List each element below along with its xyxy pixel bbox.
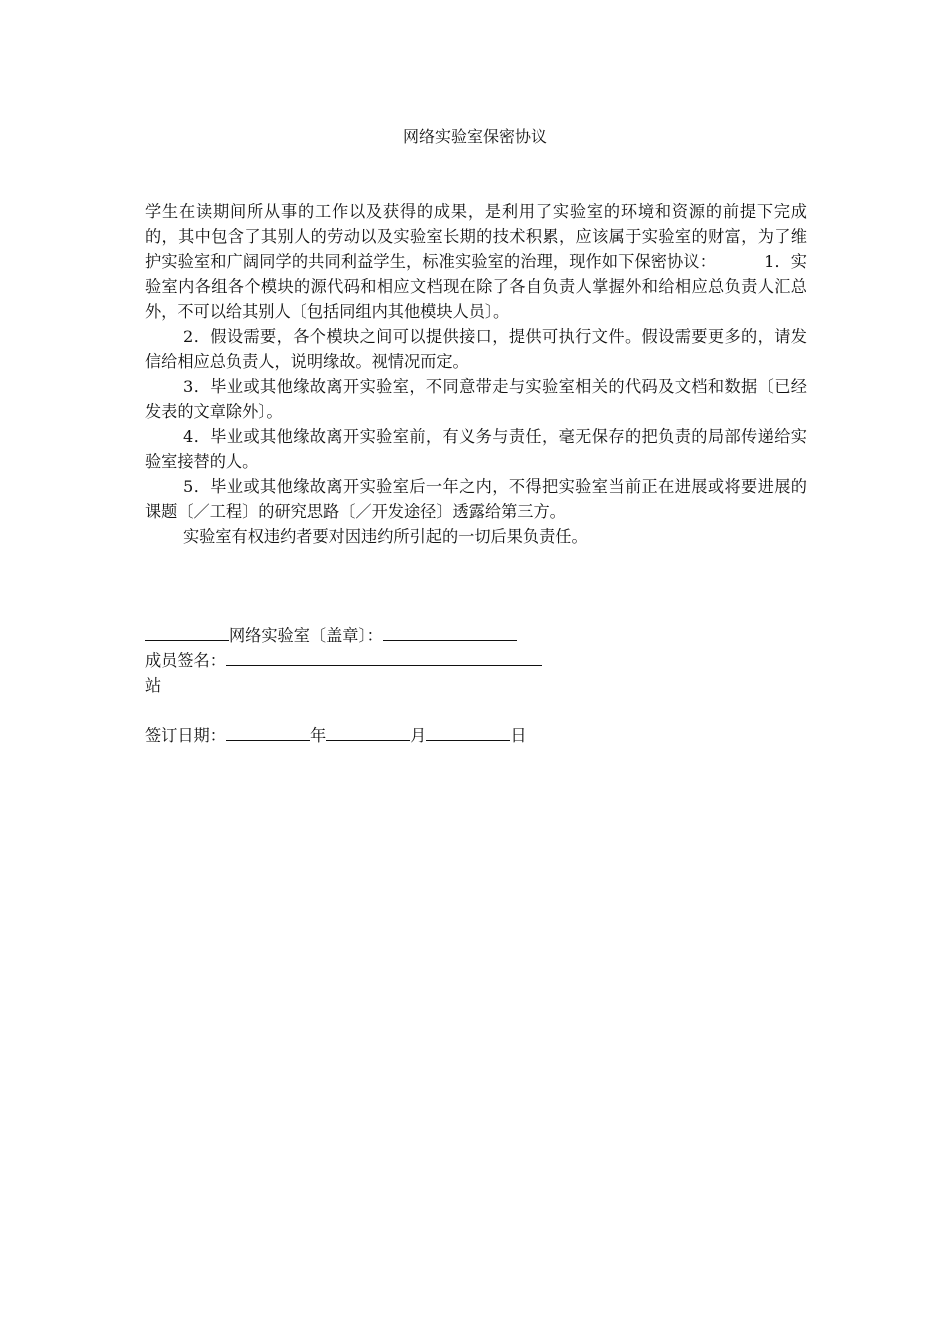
member-signature-blank[interactable] (226, 648, 542, 666)
closing-statement: 实验室有权违约者要对因违约所引起的一切后果负责任。 (183, 527, 588, 546)
month-label: 月 (410, 726, 427, 745)
clause-2: 2．假设需要，各个模块之间可以提供接口，提供可执行文件。假设需要更多的，请发信给相应总负责人，说明缘故。视情况而定。 (145, 327, 807, 371)
day-label: 日 (510, 726, 527, 745)
member-signature-line (145, 648, 645, 673)
date-line (145, 723, 645, 748)
agreement-body (145, 199, 807, 549)
lab-name-blank[interactable] (145, 623, 229, 641)
signature-block (145, 623, 645, 748)
intro-text: 学生在读期间所从事的工作以及获得的成果，是利用了实验室的环境和资源的前提下完成的，其中包含了其别人的劳动以及实验室长期的技术积累，应该属于实验室的财富，为了维护实验室和广阔同学的共同利益学生，标准实验室的治理，现作如下保密协议： (145, 202, 807, 271)
clause-5: 5．毕业或其他缘故离开实验室后一年之内，不得把实验室当前正在进展或将要进展的课题〔／工程〕的研究思路〔／开发途径〕透露给第三方。 (145, 477, 807, 521)
station-text: 站 (145, 676, 162, 695)
lab-seal-line (145, 623, 645, 648)
intro-paragraph (145, 199, 807, 324)
date-label: 签订日期： (145, 726, 226, 745)
clause-3: 3．毕业或其他缘故离开实验室，不同意带走与实验室相关的代码及文档和数据〔已经发表的文章除外〕。 (145, 377, 807, 421)
clause-1: 1．实验室内各组各个模块的源代码和相应文档现在除了各自负责人掌握外和给相应总负责人汇总外，不可以给其别人〔包括同组内其他模块人员〕。 (145, 252, 807, 321)
month-blank[interactable] (326, 723, 410, 741)
member-signature-label: 成员签名： (145, 651, 226, 670)
clause-4: 4．毕业或其他缘故离开实验室前，有义务与责任，毫无保存的把负责的局部传递给实验室接替的人。 (145, 427, 807, 471)
year-label: 年 (309, 726, 327, 745)
year-blank[interactable] (226, 723, 310, 741)
document-title: 网络实验室保密协议 (402, 127, 547, 146)
day-blank[interactable] (426, 723, 510, 741)
lab-seal-blank[interactable] (383, 623, 517, 641)
spacer (145, 698, 645, 723)
lab-seal-label: 网络实验室〔盖章〕： (229, 626, 383, 645)
